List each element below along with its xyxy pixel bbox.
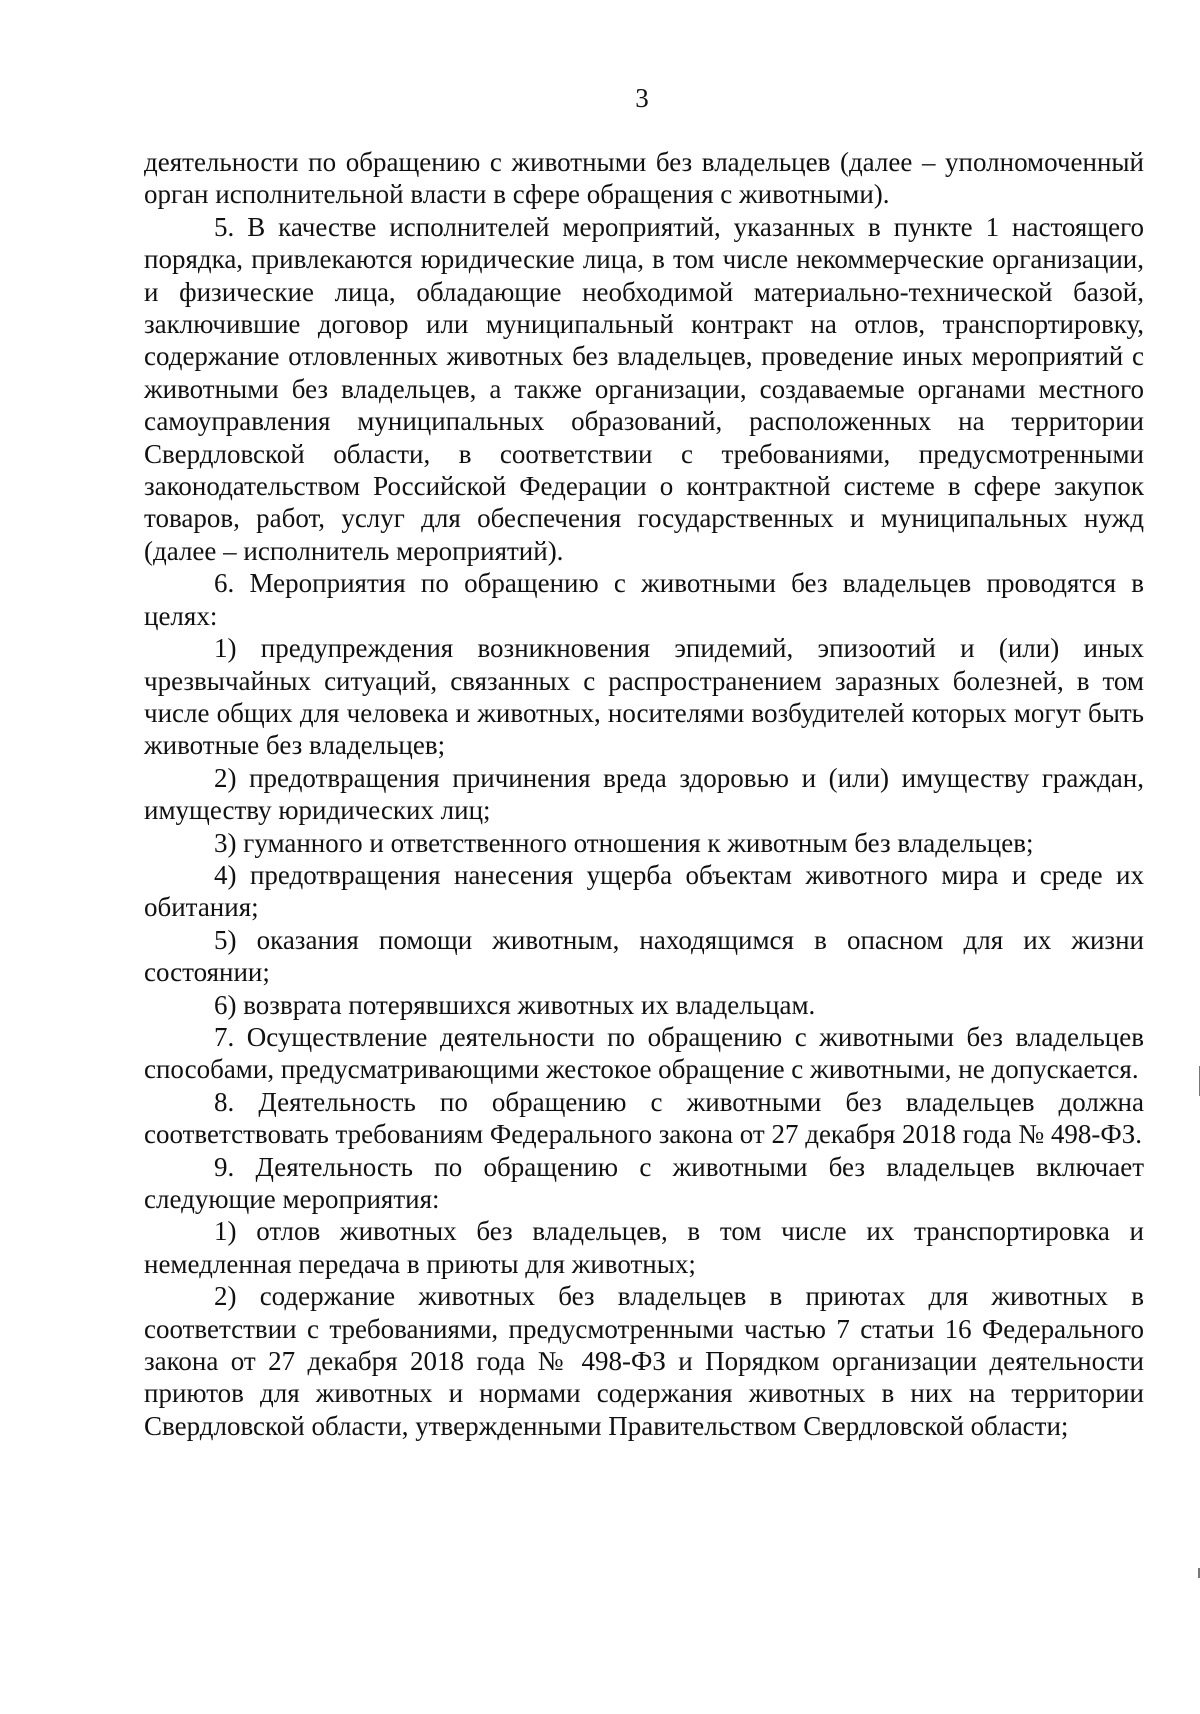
- paragraph-item-6: 6. Мероприятия по обращению с животными без владельцев проводятся в целях:: [144, 568, 1144, 631]
- paragraph-item-7: 7. Осуществление деятельности по обращению с животными без владельцев способами, предусматривающими жестокое обращение с животными, не допускается.: [144, 1021, 1144, 1085]
- paragraph-item-6-6: 6) возврата потерявшихся животных их владельцам.: [214, 989, 816, 1020]
- document-body: [144, 146, 1144, 1442]
- paragraph-item-9: 9. Деятельность по обращению с животными без владельцев включает следующие мероприятия:: [144, 1151, 1144, 1214]
- paragraph-item-6-1: 1) предупреждения возникновения эпидемий, эпизоотий и (или) иных чрезвычайных ситуаций, связанных с распространением заразных болезней, в том числе общих для человека и животных, носителями возбудителей которых могут быть животные без владельцев;: [144, 633, 1144, 761]
- paragraph-continuation: деятельности по обращению с животными без владельцев (далее – уполномоченный орган исполнительной власти в сфере обращения с животными).: [144, 147, 1144, 210]
- paragraph-item-6-4: 4) предотвращения нанесения ущерба объектам животного мира и среде их обитания;: [144, 859, 1144, 923]
- paragraph-item-5: 5. В качестве исполнителей мероприятий, указанных в пункте 1 настоящего порядка, привлекаются юридические лица, в том числе некоммерческие организации, и физические лица, обладающие необходимой материально-технической базой, заключившие договор или муниципальный контракт на отлов, транспортировку, содержание отловленных животных без владельцев, проведение иных мероприятий с животными без владельцев, а также организации, создаваемые органами местного самоуправления муниципальных образований, расположенных на территории Свердловской области, в соответствии с требованиями, предусмотренными законодательством Российской Федерации о контрактной системе в сфере закупок товаров, работ, услуг для обеспечения государственных и муниципальных нужд (далее – исполнитель мероприятий).: [144, 211, 1144, 566]
- page-number: 3: [635, 83, 649, 113]
- paragraph-item-8: 8. Деятельность по обращению с животными без владельцев должна соответствовать требованиям Федерального закона от 27 декабря 2018 года № 498-ФЗ.: [144, 1086, 1144, 1150]
- paragraph-item-6-3: 3) гуманного и ответственного отношения к животным без владельцев;: [214, 827, 1034, 858]
- paragraph-item-9-2: 2) содержание животных без владельцев в приютах для животных в соответствии с требованиями, предусмотренными частью 7 статьи 16 Федерального закона от 27 декабря 2018 года № 498-ФЗ и Порядком организации деятельности приютов для животных и нормами содержания животных в них на территории Свердловской области, утвержденными Правительством Свердловской области;: [144, 1281, 1144, 1441]
- paragraph-item-6-2: 2) предотвращения причинения вреда здоровью и (или) имуществу граждан, имуществу юридических лиц;: [144, 762, 1144, 826]
- paragraph-item-9-1: 1) отлов животных без владельцев, в том числе их транспортировка и немедленная передача в приюты для животных;: [144, 1216, 1144, 1279]
- paragraph-item-6-5: 5) оказания помощи животным, находящимся в опасном для их жизни состоянии;: [144, 924, 1144, 988]
